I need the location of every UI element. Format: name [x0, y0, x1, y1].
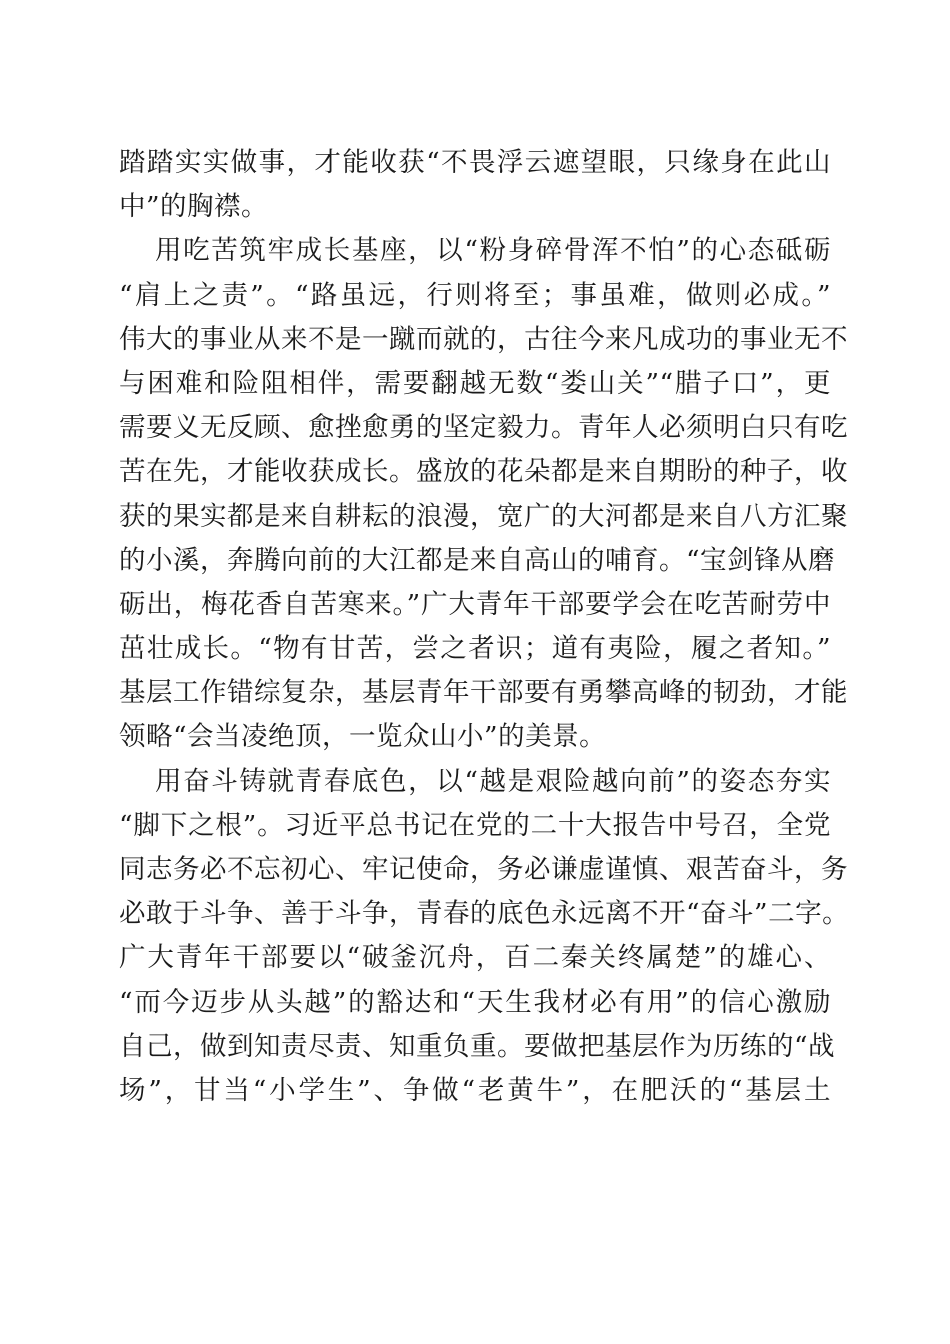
- paragraph-3-line: 广大青年干部要以“破釜沉舟，百二秦关终属楚”的雄心、: [119, 942, 831, 974]
- paragraph-3-line: 用奋斗铸就青春底色，以“越是艰险越向前”的姿态夯实: [155, 765, 831, 797]
- paragraph-2-line: “肩上之责”。“路虽远，行则将至；事虽难，做则必成。”: [119, 279, 831, 311]
- paragraph-1-line: 踏踏实实做事，才能收获“不畏浮云遮望眼，只缘身在此山: [119, 147, 831, 178]
- paragraph-2-line: 的小溪，奔腾向前的大江都是来自高山的哺育。“宝剑锋从磨: [119, 544, 836, 576]
- paragraph-3-line: “脚下之根”。习近平总书记在党的二十大报告中号召，全党: [119, 809, 831, 841]
- paragraph-2-line: 苦在先，才能收获成长。盛放的花朵都是来自期盼的种子，收: [119, 456, 848, 488]
- paragraph-2-line: 茁壮成长。“物有甘苦，尝之者识；道有夷险，履之者知。”: [119, 633, 831, 665]
- paragraph-2-line: 与困难和险阻相伴，需要翻越无数“娄山关”“腊子口”，更: [119, 367, 831, 399]
- paragraph-2-line: 砺出，梅花香自苦寒来。”广大青年干部要学会在吃苦耐劳中: [119, 588, 831, 620]
- paragraph-3-line: 自己，做到知责尽责、知重负重。要做把基层作为历练的“战: [119, 1030, 836, 1062]
- paragraph-2-line: 获的果实都是来自耕耘的浪漫，宽广的大河都是来自八方汇聚: [119, 500, 848, 532]
- paragraph-2-line: 用吃苦筑牢成长基座，以“粉身碎骨浑不怕”的心态砥砺: [155, 235, 831, 267]
- paragraph-3-line: 场”，甘当“小学生”、争做“老黄牛”，在肥沃的“基层土: [119, 1074, 831, 1106]
- document-body: [119, 141, 850, 1113]
- paragraph-1-line: 中”的胸襟。: [119, 191, 269, 223]
- paragraph-3-line: “而今迈步从头越”的豁达和“天生我材必有用”的信心激励: [119, 986, 831, 1018]
- paragraph-2-line: 需要义无反顾、愈挫愈勇的坚定毅力。青年人必须明白只有吃: [119, 412, 848, 444]
- paragraph-2-line: 领略“会当凌绝顶，一览众山小”的美景。: [119, 721, 607, 753]
- paragraph-3-line: 必敢于斗争、善于斗争，青春的底色永远离不开“奋斗”二字。: [119, 898, 850, 930]
- paragraph-2-line: 伟大的事业从来不是一蹴而就的，古往今来凡成功的事业无不: [119, 323, 848, 355]
- paragraph-3-line: 同志务必不忘初心、牢记使命，务必谦虚谨慎、艰苦奋斗，务: [119, 854, 848, 885]
- paragraph-2-line: 基层工作错综复杂，基层青年干部要有勇攀高峰的韧劲，才能: [119, 677, 848, 709]
